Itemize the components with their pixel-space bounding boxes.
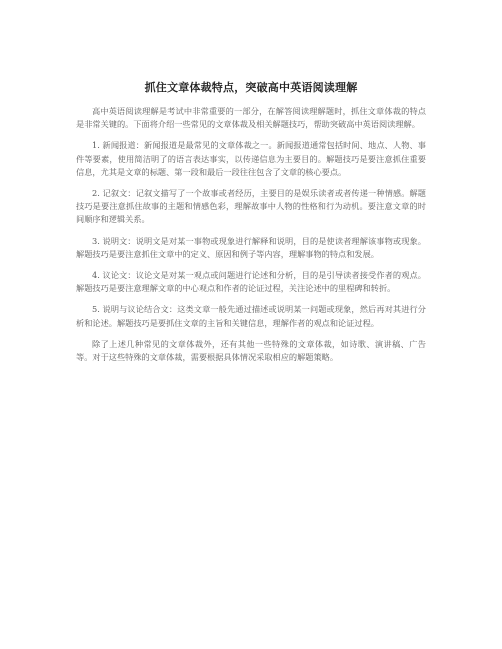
conclusion-paragraph: 除了上述几种常见的文章体裁外，还有其他一些特殊的文章体裁，如诗歌、演讲稿、广告等。对于这些特殊的文章体裁，需要根据具体情况采取相应的解题策略。 [76,338,426,363]
document-body [76,105,426,372]
argumentative-paragraph: 4. 议论文：议论文是对某一观点或问题进行论述和分析，目的是引导读者接受作者的观点。解题技巧是要注意理解文章的中心观点和作者的论证过程，关注论述中的里程碑和转折。 [76,270,426,294]
narrative-paragraph: 2. 记叙文：记叙文描写了一个故事或者经历，主要目的是娱乐读者或者传递一种情感。解题技巧是要注意抓住故事的主题和情感色彩，理解故事中人物的性格和行为动机。要注意文章的时间顺序和逻辑关系。 [76,188,426,225]
combined-paragraph: 5. 说明与议论结合文：这类文章一般先通过描述或说明某一问题或现象，然后再对其进行分析和论述。解题技巧是要抓住文章的主旨和关键信息，理解作者的观点和论证过程。 [76,304,426,328]
document-title: 抓住文章体裁特点，突破高中英语阅读理解 [144,81,358,94]
expository-paragraph: 3. 说明文：说明文是对某一事物或现象进行解释和说明，目的是使读者理解该事物或现象。解题技巧是要注意抓住文章中的定义、原因和例子等内容，理解事物的特点和发展。 [76,235,426,259]
news-report-paragraph: 1. 新闻报道：新闻报道是最常见的文章体裁之一。新闻报道通常包括时间、地点、人物、事件等要素，使用简洁明了的语言表达事实，以传递信息为主要目的。解题技巧是要注意抓住重要信息，尤其是文章的标题、第一段和最后一段往往包含了文章的核心要点。 [76,140,426,177]
intro-paragraph: 高中英语阅读理解是考试中非常重要的一部分，在解答阅读理解题时，抓住文章体裁的特点是非常关键的。下面将介绍一些常见的文章体裁及相关解题技巧，帮助突破高中英语阅读理解。 [76,106,426,130]
